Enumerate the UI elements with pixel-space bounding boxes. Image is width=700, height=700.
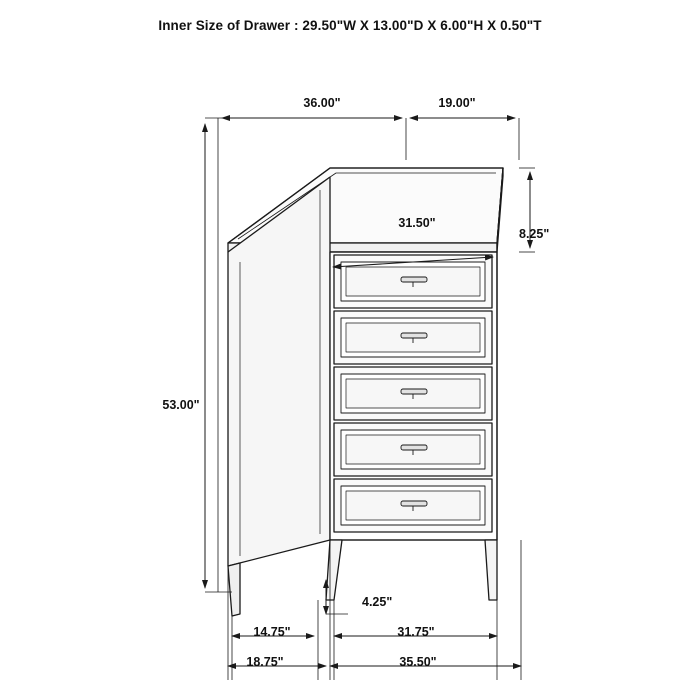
dim-label-overall-height: 53.00" xyxy=(162,398,200,412)
drawer-4 xyxy=(334,423,492,476)
drawer-handle xyxy=(401,389,427,394)
drawer-5 xyxy=(334,479,492,532)
drawer-handle xyxy=(401,277,427,282)
dim-label-side-base-outer: 18.75" xyxy=(246,655,284,669)
drawer-1 xyxy=(334,255,492,308)
chest-illustration xyxy=(228,168,503,616)
drawer-3 xyxy=(334,367,492,420)
drawer-2 xyxy=(334,311,492,364)
drawer-handle xyxy=(401,333,427,338)
drawer-stack xyxy=(334,255,492,532)
dim-label-drawer-height: 8.25" xyxy=(519,227,550,241)
dim-label-side-base-inner: 14.75" xyxy=(253,625,291,639)
drawer-handle xyxy=(401,445,427,450)
page-title: Inner Size of Drawer : 29.50"W X 13.00"D X 6.00"H X 0.50"T xyxy=(158,18,542,33)
dim-label-leg-height: 4.25" xyxy=(362,595,393,609)
dim-label-top-width: 36.00" xyxy=(303,96,341,110)
drawer-handle xyxy=(401,501,427,506)
dim-label-front-base-outer: 35.50" xyxy=(399,655,437,669)
dim-label-front-base-inner: 31.75" xyxy=(397,625,435,639)
dim-label-drawer-width: 31.50" xyxy=(398,216,436,230)
dim-label-top-depth: 19.00" xyxy=(438,96,476,110)
